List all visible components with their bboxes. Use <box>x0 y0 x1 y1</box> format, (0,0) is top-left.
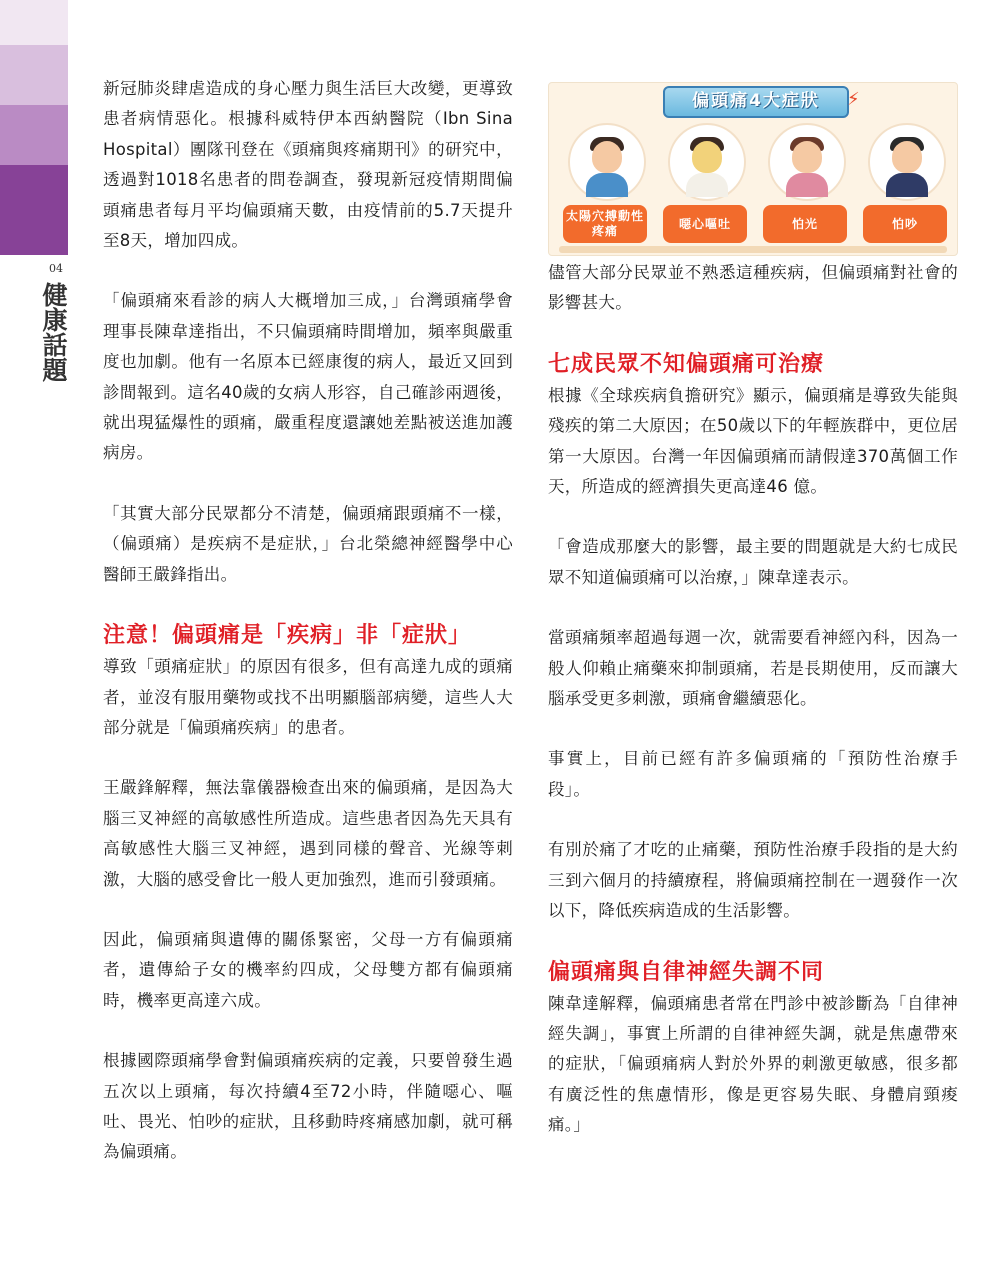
symptom-card <box>759 121 851 249</box>
paragraph: 陳韋達解釋，偏頭痛患者常在門診中被診斷為「自律神經失調」，事實上所謂的自律神經失調，就是焦慮帶來的症狀，「偏頭痛病人對於外界的刺激更敏感，很多都有廣泛性的焦慮情形，像是更容易失眠、身體肩頸痠痛。」 <box>548 993 958 1135</box>
decorative-base <box>559 246 947 253</box>
paragraph: 當頭痛頻率超過每週一次，就需要看神經內科，因為一般人仰賴止痛藥來抑制頭痛，若是長期使用，反而讓大腦承受更多刺激，頭痛會繼續惡化。 <box>548 628 958 709</box>
infographic-title: 偏頭痛4大症狀 <box>663 86 849 118</box>
lightning-icon: ⚡ <box>847 89 860 110</box>
paragraph: 事實上，目前已經有許多偏頭痛的「預防性治療手段」。 <box>548 749 958 799</box>
side-strip-segment-1 <box>0 0 68 45</box>
paragraph: 儘管大部分民眾並不熟悉這種疾病，但偏頭痛對社會的影響甚大。 <box>548 263 958 313</box>
paragraph: 根據國際頭痛學會對偏頭痛疾病的定義，只要曾發生過五次以上頭痛，每次持續4至72小時，伴隨噁心、嘔吐、畏光、怕吵的症狀，且移動時疼痛感加劇，就可稱為偏頭痛。 <box>103 1051 513 1162</box>
symptom-label: 怕吵 <box>863 205 947 243</box>
symptom-label: 太陽穴搏動性疼痛 <box>563 205 647 243</box>
symptom-card <box>559 121 651 249</box>
symptom-label: 噁心嘔吐 <box>663 205 747 243</box>
section-heading: 偏頭痛與自律神經失調不同 <box>548 959 825 985</box>
paragraph: 「偏頭痛來看診的病人大概增加三成，」台灣頭痛學會理事長陳韋達指出，不只偏頭痛時間增加，頻率與嚴重度也加劇。他有一名原本已經康復的病人，最近又回到診間報到。這名40歲的女病人形容，自己確診兩週後，就出現猛爆性的頭痛，嚴重程度還讓她差點被送進加護病房。 <box>103 291 513 463</box>
light-sensitivity-icon <box>768 123 846 201</box>
side-strip-segment-2 <box>0 45 68 105</box>
section-heading: 注意！偏頭痛是「疾病」非「症狀」 <box>103 623 472 649</box>
noise-sensitivity-icon <box>868 123 946 201</box>
side-strip-segment-3 <box>0 105 68 165</box>
paragraph: 因此，偏頭痛與遺傳的關係緊密，父母一方有偏頭痛者，遺傳給子女的機率約四成，父母雙方都有偏頭痛時，機率更高達六成。 <box>103 929 513 1010</box>
symptoms-infographic <box>548 82 958 256</box>
paragraph: 王嚴鋒解釋，無法靠儀器檢查出來的偏頭痛，是因為大腦三叉神經的高敏感性所造成。這些患者因為先天具有高敏感性大腦三叉神經，遇到同樣的聲音、光線等刺激，大腦的感受會比一般人更加強烈，進而引發頭痛。 <box>103 778 513 889</box>
side-strip-segment-4 <box>0 165 68 255</box>
section-title: 健康話題 <box>39 282 68 382</box>
temple-pain-icon <box>568 123 646 201</box>
right-column <box>548 258 958 1141</box>
paragraph: 根據《全球疾病負擔研究》顯示，偏頭痛是導致失能與殘疾的第二大原因；在50歲以下的年輕族群中，更位居第一大原因。台灣一年因偏頭痛而請假達370萬個工作天，所造成的經濟損失更高達46 億。 <box>548 385 958 497</box>
nausea-icon <box>668 123 746 201</box>
paragraph: 新冠肺炎肆虐造成的身心壓力與生活巨大改變，更導致患者病情惡化。根據科威特伊本西納醫院（Ibn Sina Hospital）團隊刊登在《頭痛與疼痛期刊》的研究中，透過對1018名患者的問卷調查，發現新冠疫情期間偏頭痛患者每月平均偏頭痛天數，由疫情前的5.7天提升至8天，增加四成。 <box>103 79 513 251</box>
symptom-label: 怕光 <box>763 205 847 243</box>
symptom-card <box>659 121 751 249</box>
paragraph: 「會造成那麼大的影響，最主要的問題就是大約七成民眾不知道偏頭痛可以治療，」陳韋達表示。 <box>548 537 958 587</box>
left-column <box>103 74 513 1168</box>
paragraph: 導致「頭痛症狀」的原因有很多，但有高達九成的頭痛者，並沒有服用藥物或找不出明顯腦部病變，這些人大部分就是「偏頭痛疾病」的患者。 <box>103 657 513 737</box>
symptom-card <box>859 121 951 249</box>
page-number: 04 <box>49 262 63 275</box>
paragraph: 「其實大部分民眾都分不清楚，偏頭痛跟頭痛不一樣，（偏頭痛）是疾病不是症狀，」台北榮總神經醫學中心醫師王嚴鋒指出。 <box>103 503 513 584</box>
paragraph: 有別於痛了才吃的止痛藥，預防性治療手段指的是大約三到六個月的持續療程，將偏頭痛控制在一週發作一次以下，降低疾病造成的生活影響。 <box>548 840 958 921</box>
section-heading: 七成民眾不知偏頭痛可治療 <box>548 351 825 377</box>
